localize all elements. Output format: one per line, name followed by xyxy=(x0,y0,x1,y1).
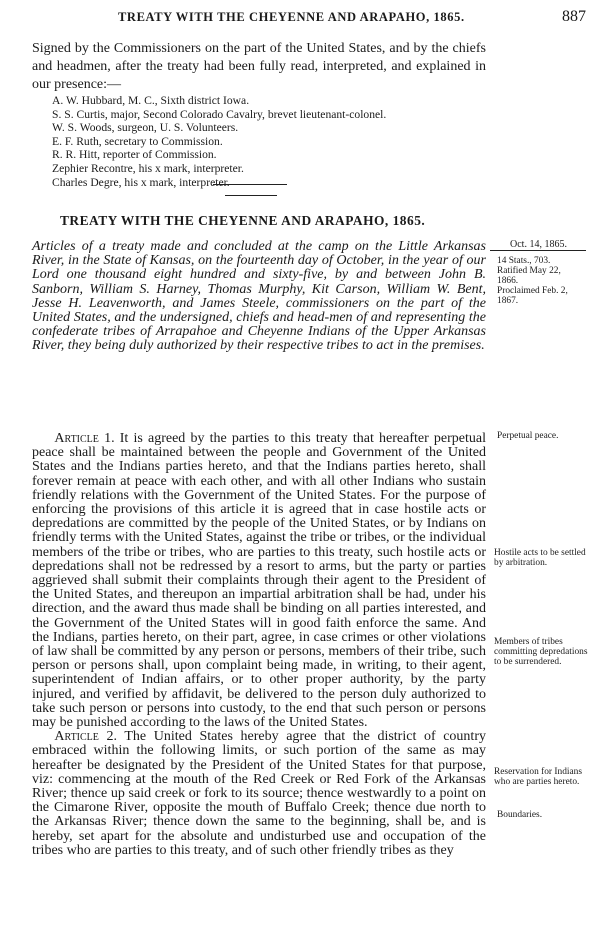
margin-statute-notes xyxy=(497,256,568,306)
signatory-line: Charles Degre, his x mark, interpreter. xyxy=(52,175,230,189)
signatory-line: A. W. Hubbard, M. C., Sixth district Iowa. xyxy=(52,94,250,107)
margin-note-perpetual-peace: Perpetual peace. xyxy=(497,431,559,441)
signatory-line: W. S. Woods, surgeon, U. S. Volunteers. xyxy=(52,121,239,135)
margin-statute-line: 14 Stats., 703. xyxy=(497,256,551,266)
running-head xyxy=(20,8,586,28)
treaty-preamble: Articles of a treaty made and concluded at the camp on the Little Arkansas River, in the State of Kansas, on the fourteenth day of October, in the year of our Lord one thousand eight hundred and sixty-five, by and between John B. Sanborn, William S. Harney, Thomas Murphy, Kit Carson, William W. Bent, Jesse H. Leavenworth, and James Steele, commissioners on the part of the United States, and the undersigned, chiefs and head-men of and representing the confederate tribes of Arrapahoe and Cheyenne Indians of the Upper Arkansas River, they being duly authorized by their respective tribes to act in the premises. xyxy=(32,239,486,354)
margin-note-boundaries: Boundaries. xyxy=(497,810,543,820)
signatory-line: R. R. Hitt, reporter of Commission. xyxy=(52,148,217,162)
signing-statement: Signed by the Commissioners on the part of the United States, and by the chiefs and headmen, after the treaty had been fully read, interpreted, and explained in our presence:— xyxy=(32,41,486,92)
article-paragraph xyxy=(32,730,486,858)
signatory-line: Zephier Recontre, his x mark, interpreter. xyxy=(52,161,244,175)
article-paragraph xyxy=(32,432,486,730)
article-heading: Article 2. xyxy=(54,729,118,745)
article-heading: Article 1. xyxy=(54,431,115,446)
running-head-title: TREATY WITH THE CHEYENNE AND ARAPAHO, 1865. xyxy=(118,10,465,24)
treaty-articles xyxy=(32,432,486,858)
article-text: The United States hereby agree that the district of country embraced within the following limits, or such portion of the same as may hereafter be designated by the President of the United States for that purpose, viz: commencing at the mouth of the Red Creek or Red Fork of the Arkansas River; thence up said creek or fork to its source; thence westwardly to a point on the Cimarone River, opposite the mouth of Buffalo Creek; thence due north to the Arkansas River; thence down the same to the beginning, shall be, and is hereby, set apart for the absolute and undisturbed use and occupation of the tribes who are parties to this treaty, and of such other friendly tribes as they xyxy=(32,729,486,858)
margin-statute-line: Proclaimed Feb. 2, xyxy=(497,286,568,296)
margin-statute-line: Ratified May 22, xyxy=(497,266,561,276)
signatory-list xyxy=(52,94,386,189)
margin-note-hostile-acts: Hostile acts to be settled by arbitration. xyxy=(494,548,586,568)
margin-statute-line: 1867. xyxy=(497,296,519,306)
margin-date-rule xyxy=(490,250,586,251)
margin-note-reservation: Reservation for Indians who are parties hereto. xyxy=(494,767,582,787)
margin-statute-line: 1866. xyxy=(497,276,519,286)
section-divider xyxy=(213,184,287,185)
margin-date: Oct. 14, 1865. xyxy=(510,239,567,250)
treaty-title: TREATY WITH THE CHEYENNE AND ARAPAHO, 1865. xyxy=(60,213,426,228)
signatory-line: E. F. Ruth, secretary to Commission. xyxy=(52,134,223,148)
section-divider-short xyxy=(225,195,277,196)
article-text: It is agreed by the parties to this treaty that hereafter perpetual peace shall be maintained between the people and Government of the United States and the Indians parties hereto, and that the Indians parties hereto, shall forever remain at peace with each other, and with all other Indians who sustain friendly relations with the Government of the United States. For the purpose of enforcing the provisions of this article it is agreed that in case hostile acts or depredations are committed by the people of the United States, or by Indians on friendly terms with the United States, against the tribe or tribes, or the individual members of the tribe or tribes, who are parties to this treaty, such hostile acts or depredations shall not be redressed by a resort to arms, but the party or parties aggrieved shall submit their complaints through their agent to the President of the United States, and thereupon an impartial arbitration shall be had, under his direction, and the award thus made shall be binding on all parties interested, and the Government of the United States will in good faith enforce the same. And the Indians, parties hereto, on their part, agree, in case crimes or other violations of law shall be committed by any person or persons, members of their tribe, such person or persons shall, upon complaint being made, in writing, to their agent, superintendent of Indian affairs, or to other proper authority, by the party injured, and verified by affidavit, be delivered to the person duly authorized to take such person or persons into custody, to the end that such person or persons may be punished according to the laws of the United States. xyxy=(32,431,486,731)
signatory-line: S. S. Curtis, major, Second Colorado Cavalry, brevet lieutenant-colonel. xyxy=(52,107,387,121)
page-number: 887 xyxy=(562,8,586,25)
margin-note-members-of-tribes: Members of tribes committing depredations to be surrendered. xyxy=(494,637,588,667)
